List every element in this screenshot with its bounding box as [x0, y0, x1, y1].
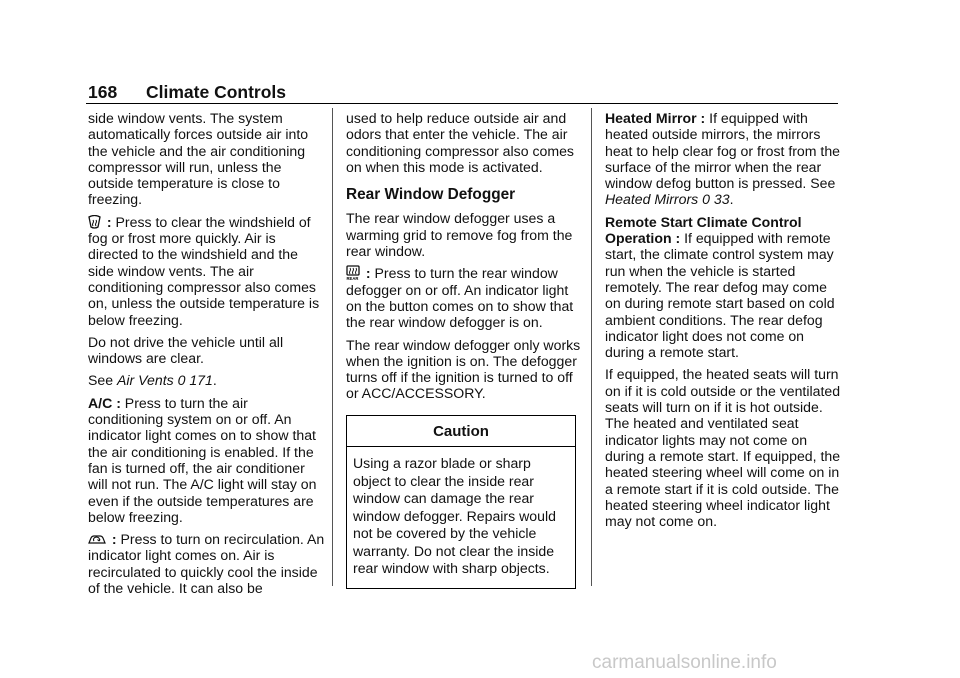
- section-heading: Rear Window Defogger: [346, 186, 516, 204]
- recirculation-icon: [88, 534, 106, 546]
- header-rule: [86, 103, 838, 104]
- caution-box: [346, 415, 576, 589]
- recirculation-paragraph: : Press to turn on recirculation. An indicator light comes on. Air is recirculated to quickly cool the inside of the vehicle. It can also be: [88, 531, 325, 597]
- caution-body: Using a razor blade or sharp object to clear the inside rear window can damage the rear window defogger. Repairs would not be covered by the vehicle warranty. Do not clear the inside rear window with sharp objects.: [353, 455, 556, 577]
- ac-paragraph: A/C : Press to turn the air conditioning system on or off. An indicator light comes on to show that the air conditioning is enabled. If the fan is turned off, the air conditioner will not run. The A/C light will stay on even if the outside temperatures are below freezing.: [88, 394, 317, 525]
- watermark: carmanualsonline.info: [592, 652, 777, 673]
- paragraph: The rear window defogger uses a warming grid to remove fog from the rear window.: [346, 210, 573, 260]
- defrost-paragraph: : Press to clear the windshield of fog or frost more quickly. Air is directed to the windshield and the side window vents. The air conditioning compressor also comes on, unless the outside temperature is below freezing.: [88, 213, 320, 328]
- remote-start-paragraph: Remote Start Climate Control Operation : If equipped with remote start, the climate control system may run when the vehicle is started remotely. The rear defog may come on during remote start based on cold ambient conditions. The rear defog indicator light does not come on during a remote start.: [605, 213, 835, 361]
- caution-title: Caution: [347, 416, 575, 447]
- rear-defog-paragraph: REAR : Press to turn the rear window defogger on or off. An indicator light on the button comes on to show that the rear window defogger is on.: [346, 265, 574, 331]
- svg-text:REAR: REAR: [346, 276, 359, 281]
- paragraph: used to help reduce outside air and odors that enter the vehicle. The air conditioning compressor also comes on when this mode is activated.: [346, 110, 574, 175]
- paragraph: The rear window defogger only works when the ignition is on. The defogger turns off if the ignition is turned to off or ACC/ACCESSORY.: [346, 336, 581, 402]
- cross-reference-link[interactable]: Air Vents: [117, 372, 174, 389]
- paragraph: side window vents. The system automatically forces outside air into the vehicle and the air conditioning compressor will run, unless the outside temperature is close to freezing.: [88, 110, 309, 208]
- page-title: Climate Controls: [146, 82, 287, 102]
- rear-defog-icon: [346, 265, 360, 280]
- cross-reference-link[interactable]: Heated Mirrors: [605, 191, 699, 208]
- defrost-icon: [88, 215, 101, 229]
- column-divider: [591, 108, 592, 586]
- page-header: [88, 82, 286, 103]
- page-number: 168: [88, 82, 118, 102]
- paragraph: Do not drive the vehicle until all windows are clear.: [88, 333, 284, 367]
- paragraph: If equipped, the heated seats will turn on if it is cold outside or the ventilated seats will turn on if it is hot outside. The heated and ventilated seat indicator lights may not come on during a remote start. If equipped, the heated steering wheel will come on in a remote start if it is cold outside. The heated steering wheel indicator light may not come on.: [605, 366, 841, 530]
- heated-mirror-paragraph: Heated Mirror : If equipped with heated outside mirrors, the mirrors heat to help clear fog or frost from the surface of the mirror when the rear window defog button is pressed. See Heated Mirrors 0 33.: [605, 110, 841, 208]
- column-divider: [332, 108, 333, 586]
- column-left: [88, 110, 326, 602]
- column-right: [605, 110, 841, 535]
- column-middle: [346, 110, 582, 589]
- see-reference: See Air Vents 0 171.: [88, 372, 217, 389]
